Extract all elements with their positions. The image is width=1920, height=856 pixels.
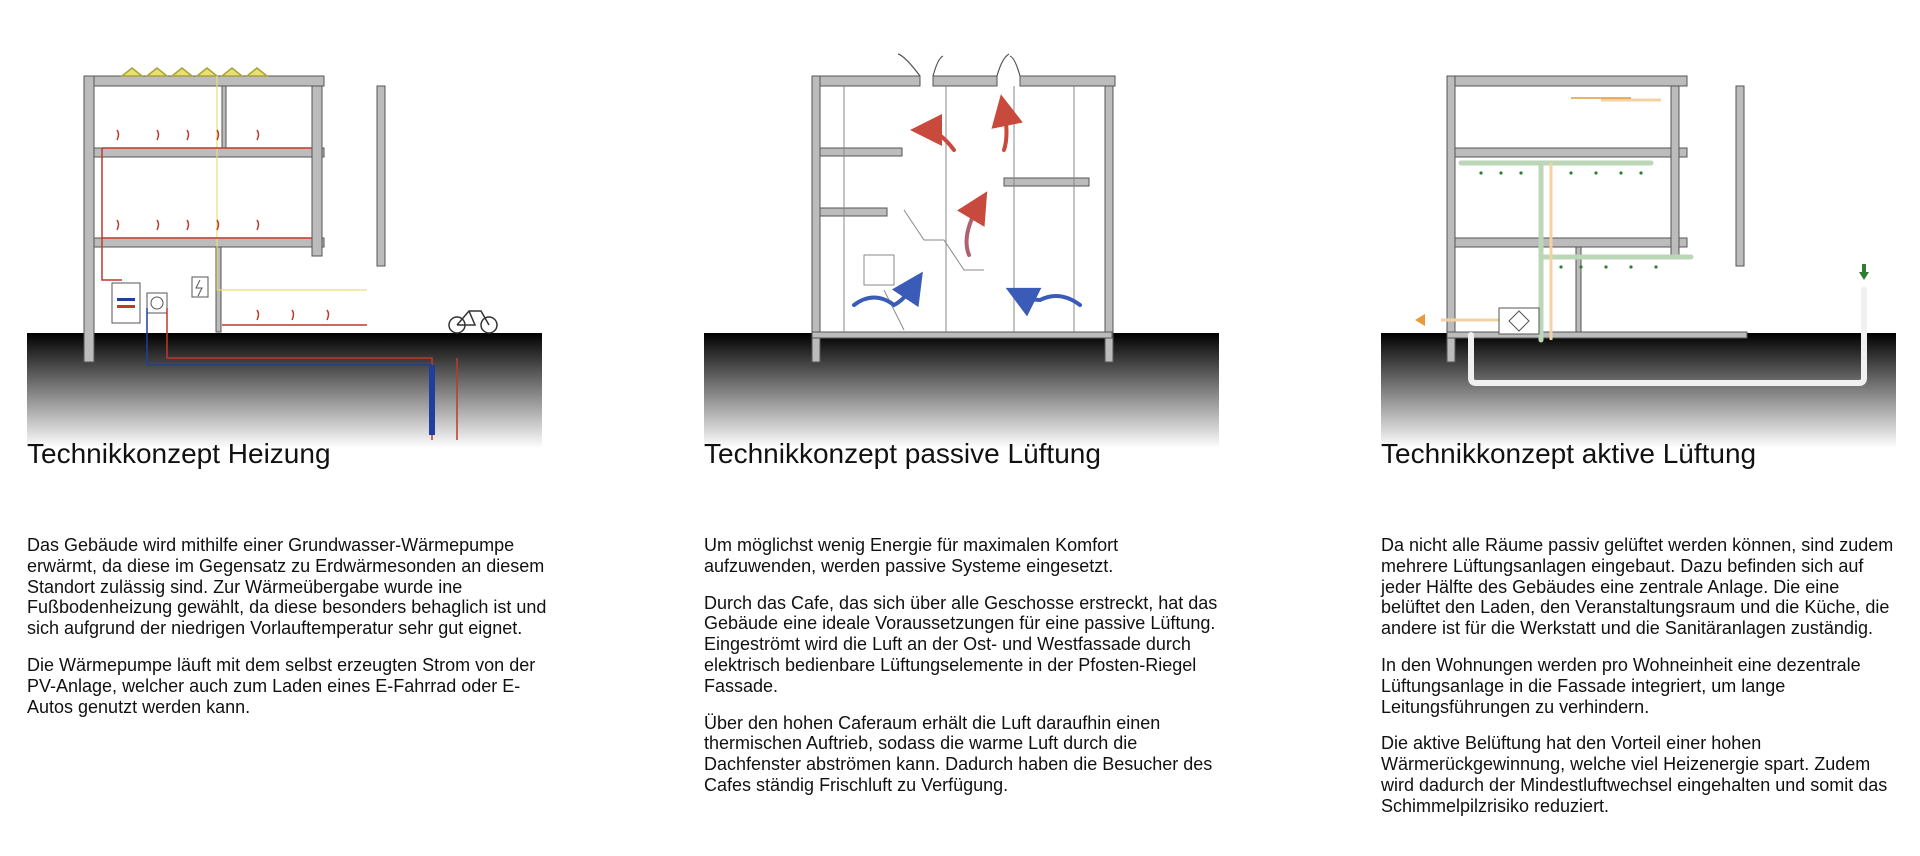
intake-arrow-icon xyxy=(1859,264,1869,280)
exhaust-arrow-icon xyxy=(1415,314,1425,326)
heating-section-drawing xyxy=(27,40,547,450)
warm-air-arrows xyxy=(926,110,1007,255)
passive-ventilation-section-drawing xyxy=(704,40,1224,450)
active-paragraph-3: Die aktive Belüftung hat den Vorteil einer hohen Wärmerückgewinnung, welche viel Heizenergie spart. Zudem wird dadurch der Mindestluftwechsel eingehalten und somit das Schimmelpilzrisiko reduziert. xyxy=(1381,733,1888,816)
heating-text xyxy=(27,535,547,733)
active-ventilation-section-drawing xyxy=(1381,40,1901,450)
passive-paragraph-1: Um möglichst wenig Energie für maximalen Komfort aufzuwenden, werden passive Systeme eingesetzt. xyxy=(704,535,1119,576)
roof-hatch xyxy=(898,54,1020,76)
ground xyxy=(1381,333,1896,448)
ground xyxy=(704,333,1219,448)
column-heating xyxy=(27,0,547,856)
active-ventilation-text xyxy=(1381,535,1901,833)
column-active-ventilation xyxy=(1381,0,1901,856)
passive-paragraph-3: Über den hohen Caferaum erhält die Luft daraufhin einen thermischen Auftrieb, sodass die warme Luft durch die Dachfenster abströmen kann. Dadurch haben die Besucher des Cafes ständig Frischluft zu Verfügung. xyxy=(704,712,1213,795)
floor-heating xyxy=(102,130,367,325)
heating-title: Technikkonzept Heizung xyxy=(27,438,331,469)
cool-air-arrows xyxy=(854,285,1080,305)
pv-panels xyxy=(122,68,267,76)
active-paragraph-2: In den Wohnungen werden pro Wohneinheit eine dezentrale Lüftungsanlage in die Fassade integriert, um lange Leitungsführungen zu verhindern. xyxy=(1381,654,1861,717)
heating-paragraph-1: Das Gebäude wird mithilfe einer Grundwasser-Wärmepumpe erwärmt, da diese im Gegensatz zu Erdwärmesonden an diesem Standort zulässig sind. Zur Wärmeübergabe wurde ine Fußbodenheizung gewählt, da diese besonders behaglich ist und sich aufgrund der niedrigen Vorlauftemperatur sehr gut eignet. xyxy=(27,535,547,639)
bicycle-icon xyxy=(449,311,497,333)
heat-pump xyxy=(112,277,208,323)
building-structure xyxy=(812,76,1115,362)
ventilation-unit xyxy=(1499,308,1539,334)
active-ventilation-title: Technikkonzept aktive Lüftung xyxy=(1381,438,1757,469)
heating-paragraph-2: Die Wärmepumpe läuft mit dem selbst erzeugten Strom von der PV-Anlage, welcher auch zum Laden eines E-Fahrrad oder E-Autos genutzt werden kann. xyxy=(27,654,536,717)
passive-ventilation-text xyxy=(704,535,1224,812)
supply-outlets xyxy=(1479,171,1657,268)
pv-cable xyxy=(217,76,367,290)
passive-paragraph-2: Durch das Cafe, das sich über alle Geschosse erstreckt, hat das Gebäude eine ideale Voraussetzungen für eine passive Lüftung. Eingeströmt wird die Luft an der Ost- und Westfassade durch elektrisch bedienbare Lüftungselemente in der Pfosten-Riegel Fassade. xyxy=(704,592,1218,696)
ground xyxy=(27,333,542,448)
active-paragraph-1: Da nicht alle Räume passiv gelüftet werden können, sind zudem mehrere Lüftungsanlagen eingebaut. Dazu befinden sich auf jeder Hälfte des Gebäudes eine zentrale Anlage. Die eine belüftet den Laden, den Veranstaltungsraum und die Küche, die andere ist für die Werkstatt und die Sanitäranlagen zuständig. xyxy=(1381,535,1894,639)
exhaust-ducts xyxy=(1441,100,1661,340)
column-passive-ventilation xyxy=(704,0,1224,856)
passive-ventilation-title: Technikkonzept passive Lüftung xyxy=(704,438,1101,469)
